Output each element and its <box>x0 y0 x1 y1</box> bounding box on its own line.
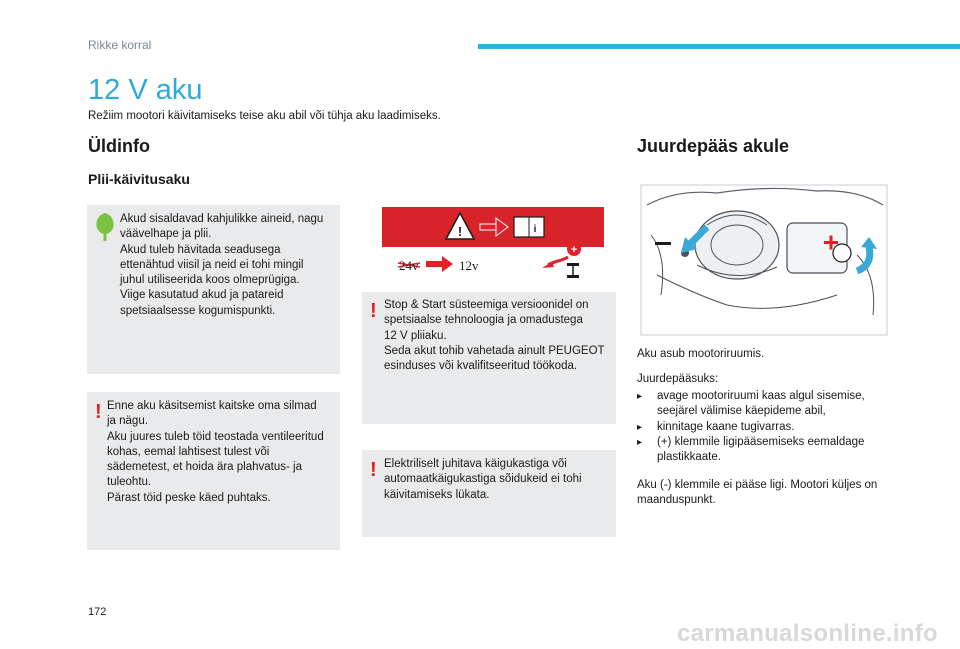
heading-battery-access: Juurdepääs akule <box>637 136 790 156</box>
voltage-illustration <box>362 205 606 282</box>
watermark: carmanualsonline.info <box>676 620 938 647</box>
environment-note-text: Akud sisaldavad kahjulikke aineid, nagu väävelhape ja plii. Akud tuleb hävitada seadusega ettenähtud viisil ja neid ei tohi mingil juhul utiliseerida koos olmeprügiga. Viige kasutatud akud ja patareid spetsiaalsesse kogumispunkti. <box>120 213 324 317</box>
recycle-tree-icon <box>94 212 116 242</box>
battery-location-text: Aku asub mootoriruumis. <box>637 348 765 360</box>
gearbox-warning-text: Elektriliselt juhitava käigukastiga või automaatkäigukastiga sõidukeid ei tohi käivitamiseks lükata. <box>384 458 582 501</box>
svg-text:i: i <box>533 224 537 235</box>
voltage-24v-label: 24v <box>399 258 419 273</box>
bullet-arrow-icon: ▸ <box>637 391 643 402</box>
section-accent-bar <box>478 44 960 49</box>
heading-lead-battery: Plii-käivitusaku <box>88 171 190 187</box>
warning-icon: ! <box>95 401 102 423</box>
warning-icon: ! <box>370 459 377 481</box>
heading-general-info: Üldinfo <box>88 136 150 156</box>
environment-note-box <box>87 205 340 374</box>
bullet-arrow-icon: ▸ <box>637 421 643 433</box>
page-title: 12 V aku <box>88 74 203 106</box>
safety-warning-box <box>87 392 340 550</box>
list-item <box>637 435 907 466</box>
svg-text:!: ! <box>457 224 463 239</box>
warning-icon: ! <box>370 300 377 322</box>
ground-point-text: Aku (-) klemmile ei pääse ligi. Mootori küljes on maanduspunkt. <box>637 479 878 507</box>
list-item <box>637 389 907 420</box>
start-stop-warning-text: Stop & Start süsteemiga versioonidel on spetsiaalse tehnoloogia ja omadustega 12 V pliiaku. Seda akut tohib vahetada ainult PEUGEOT esinduses või kvalifitseeritud töökoda. <box>384 299 605 373</box>
negative-terminal-icon <box>655 242 671 245</box>
section-label: Rikke korral <box>88 38 152 52</box>
engine-bay-illustration <box>637 175 891 341</box>
start-stop-warning-box <box>362 292 616 424</box>
voltage-12v-label: 12v <box>459 258 479 273</box>
manual-book-icon <box>514 217 544 237</box>
list-item <box>637 420 907 435</box>
access-label: Juurdepääsuks: <box>637 373 719 385</box>
svg-text:+: + <box>570 244 578 256</box>
safety-warning-text: Enne aku käsitsemist kaitske oma silmad ja nägu. Aku juures tuleb töid teostada ventileeritud kohas, eemal lahtisest tulest või sädemetest, et hoida ära plahvatus- ja tuleohtu. Pärast töid peske käed puhtaks. <box>107 400 324 504</box>
access-step-1: avage mootoriruumi kaas algul sisemise, seejärel välimise käepideme abil, <box>657 390 865 418</box>
access-step-3: (+) klemmile ligipääsemiseks eemaldage plastikkaate. <box>657 435 865 464</box>
gearbox-warning-box <box>362 450 616 537</box>
access-steps-list <box>637 389 907 465</box>
access-step-2: kinnitage kaane tugivarras. <box>657 420 795 433</box>
bullet-arrow-icon: ▸ <box>637 436 643 448</box>
page-subtitle: Režiim mootori käivitamiseks teise aku abil või tühja aku laadimiseks. <box>88 110 441 122</box>
page-number: 172 <box>88 606 107 618</box>
